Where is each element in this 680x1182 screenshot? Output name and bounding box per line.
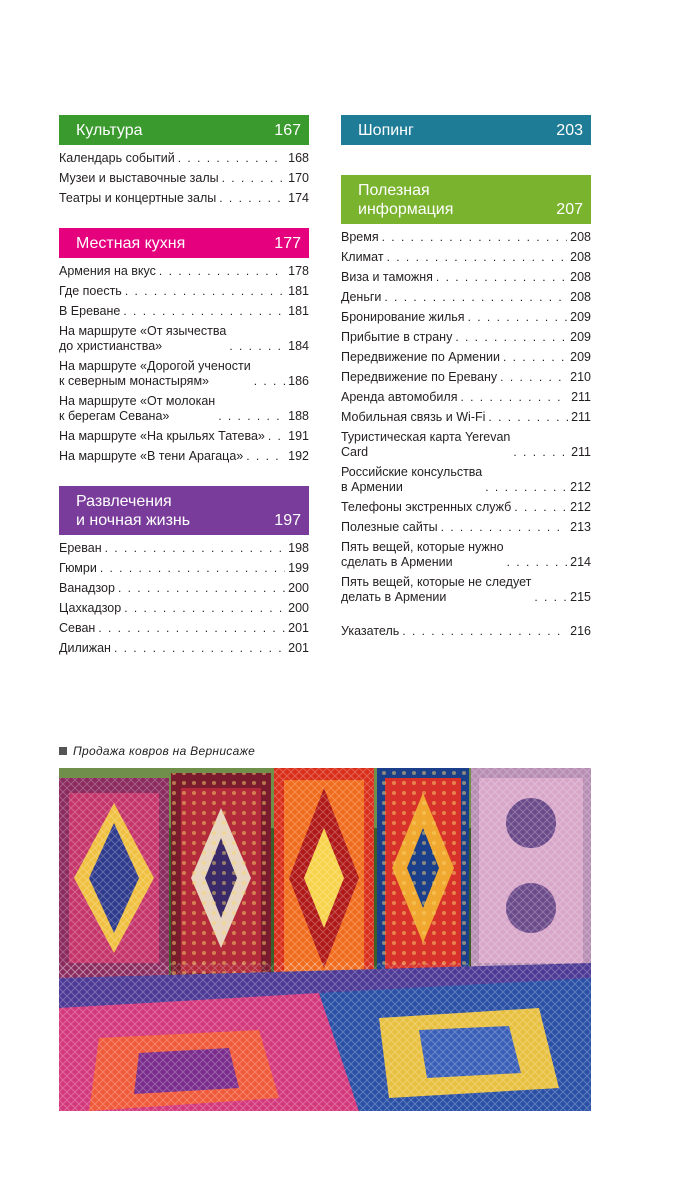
carpets-photo xyxy=(59,768,591,1111)
section-page: 203 xyxy=(556,122,583,139)
section-shopping xyxy=(341,115,591,145)
section-title: Полезная информация xyxy=(358,182,454,218)
toc-entry[interactable]: Передвижение по Армении . . . 209 xyxy=(341,350,591,365)
toc-entry[interactable]: Деньги . . . 208 xyxy=(341,290,591,305)
toc-entry[interactable]: Время . . . 208 xyxy=(341,230,591,245)
section-header-info[interactable] xyxy=(341,175,591,224)
toc-entry[interactable]: Гюмри . . . 199 xyxy=(59,561,309,576)
toc-entry[interactable]: Ванадзор . . . 200 xyxy=(59,581,309,596)
toc-entry[interactable]: Севан . . . 201 xyxy=(59,621,309,636)
section-cuisine xyxy=(59,228,309,464)
toc-entry[interactable]: Виза и таможня . . . 208 xyxy=(341,270,591,285)
toc-entry[interactable]: Туристическая карта Yerevan Card . . . 211 xyxy=(341,430,591,460)
toc-entry[interactable]: В Ереване . . . 181 xyxy=(59,304,309,319)
toc-entry[interactable]: Где поесть . . . 181 xyxy=(59,284,309,299)
section-header-nightlife[interactable] xyxy=(59,486,309,535)
section-header-culture[interactable] xyxy=(59,115,309,145)
toc-entry[interactable]: Климат . . . 208 xyxy=(341,250,591,265)
section-page: 207 xyxy=(556,201,583,218)
section-page: 167 xyxy=(274,122,301,139)
toc-left-column xyxy=(59,115,309,678)
toc-entry[interactable]: Передвижение по Еревану . . . 210 xyxy=(341,370,591,385)
section-nightlife xyxy=(59,486,309,656)
toc-entry[interactable]: Театры и концертные залы . . . 174 xyxy=(59,191,309,206)
toc-entry[interactable]: Ереван . . . 198 xyxy=(59,541,309,556)
toc-entry[interactable]: Пять вещей, которые не следует делать в Армении . . . 215 xyxy=(341,575,591,605)
section-page: 177 xyxy=(274,235,301,252)
toc-entry[interactable]: Пять вещей, которые нужно сделать в Армении . . . 214 xyxy=(341,540,591,570)
toc-entry[interactable]: На маршруте «От молокан к берегам Севана» . . . 188 xyxy=(59,394,309,424)
caption-text: Продажа ковров на Вернисаже xyxy=(73,744,256,758)
toc-right-column xyxy=(341,115,591,661)
toc-entry[interactable]: Мобильная связь и Wi-Fi . . . 211 xyxy=(341,410,591,425)
section-title: Развлечения и ночная жизнь xyxy=(76,493,191,529)
toc-entry[interactable]: Армения на вкус . . . 178 xyxy=(59,264,309,279)
toc-entry[interactable]: Прибытие в страну . . . 209 xyxy=(341,330,591,345)
toc-entry[interactable]: Музеи и выставочные залы . . . 170 xyxy=(59,171,309,186)
toc-entry[interactable]: Российские консульства в Армении . . . 212 xyxy=(341,465,591,495)
section-info xyxy=(341,175,591,639)
toc-entry[interactable]: Дилижан . . . 201 xyxy=(59,641,309,656)
section-header-shopping[interactable] xyxy=(341,115,591,145)
toc-entry[interactable]: Полезные сайты . . . 213 xyxy=(341,520,591,535)
toc-entry[interactable]: На маршруте «Дорогой учености к северным монастырям» . . . 186 xyxy=(59,359,309,389)
toc-entry[interactable]: Бронирование жилья . . . 209 xyxy=(341,310,591,325)
section-header-cuisine[interactable] xyxy=(59,228,309,258)
toc-entry[interactable]: Цахкадзор . . . 200 xyxy=(59,601,309,616)
toc-entry[interactable]: Телефоны экстренных служб . . . 212 xyxy=(341,500,591,515)
section-title: Шопинг xyxy=(358,122,414,139)
toc-entry[interactable]: На маршруте «От язычества до христианства» . . . 184 xyxy=(59,324,309,354)
toc-entry[interactable]: Аренда автомобиля . . . 211 xyxy=(341,390,591,405)
caption-square-icon xyxy=(59,747,67,755)
toc-entry[interactable]: На маршруте «На крыльях Татева» . . . 191 xyxy=(59,429,309,444)
section-culture xyxy=(59,115,309,206)
toc-entry[interactable]: На маршруте «В тени Арагаца» . . . 192 xyxy=(59,449,309,464)
toc-entry-index[interactable]: Указатель . . . 216 xyxy=(341,624,591,639)
photo-caption xyxy=(59,744,255,758)
section-page: 197 xyxy=(274,512,301,529)
toc-entry[interactable]: Календарь событий . . . 168 xyxy=(59,151,309,166)
section-title: Местная кухня xyxy=(76,235,186,252)
section-title: Культура xyxy=(76,122,143,139)
